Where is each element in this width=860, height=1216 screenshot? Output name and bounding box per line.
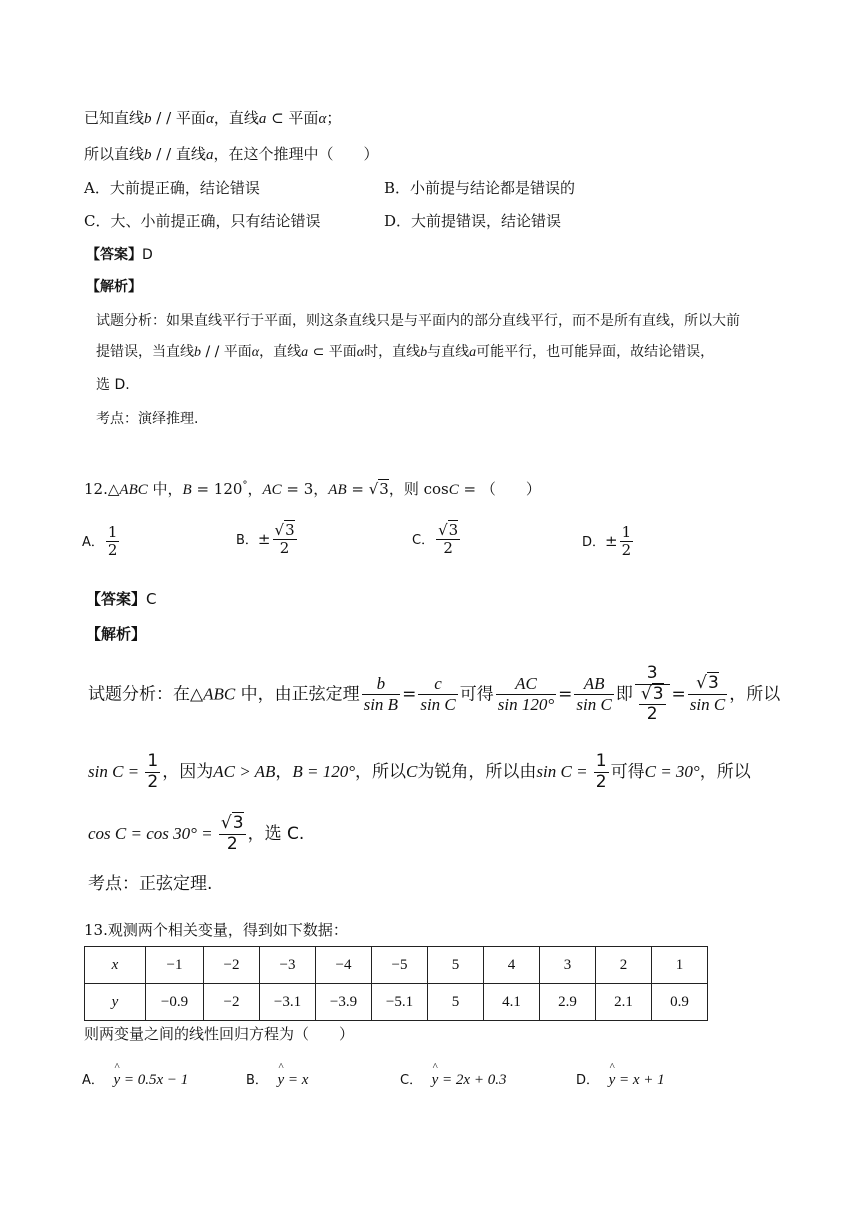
fraction [620,524,634,560]
denominator: 2 [147,771,159,792]
table-cell: −3.1 [260,984,316,1021]
q11-symbol: a [205,147,214,163]
q12-text: 中， [147,480,183,498]
radicand: 3 [448,521,459,539]
table-cell: −1 [146,947,204,984]
option-label: C． [412,532,435,548]
equation: = 0.5x − 1 [120,1072,189,1088]
answer-label: 【答案】 [86,247,142,263]
denominator: sin C [420,694,456,714]
denominator: 2 [226,833,238,854]
equation: = x + 1 [615,1072,665,1088]
numerator: 1 [107,523,118,541]
denominator: 2 [279,539,290,558]
numerator: 3 [635,664,670,685]
sqrt-icon: √ [368,480,379,498]
q12-text: ， [247,480,263,498]
table-cell: y [85,984,146,1021]
q11-analysis-line-1: 试题分析：如果直线平行于平面，则这条直线只是与平面内的部分直线平行，而不是所有直线，所以大前 [96,313,740,329]
numerator [219,814,246,835]
q12-symbol: ABC [119,482,148,498]
sqrt-icon: √ [438,521,448,539]
q11-text: 所以直线 [84,145,145,163]
denominator: sin C [689,694,726,714]
q12-analysis-line-2 [88,752,751,792]
option-label: B． [246,1073,268,1088]
fraction [106,524,120,560]
analysis-math: sin C = [536,762,592,782]
q12-text: = 3， [281,480,329,498]
q11-symbol: a [258,111,267,127]
degree-sign: ° [242,480,248,491]
denominator: 2 [443,539,453,558]
analysis-text: 与直线 [427,344,470,360]
q11-symbol: α [318,111,327,127]
q12-text: = （ ） [458,480,541,498]
radicand: 3 [285,521,295,539]
analysis-symbol: ABC [203,684,236,704]
q11-answer [86,248,153,262]
fraction [496,674,556,714]
equals-sign: = [402,684,417,705]
q11-point: 考点：演绎推理. [96,411,199,427]
table-row-x [85,947,708,984]
q12-symbol: C [448,482,459,498]
analysis-text: 试题分析：在△ [88,684,204,705]
numerator [688,674,727,695]
q12-analysis-line-1 [88,664,780,725]
fraction [273,522,297,558]
q12-option-b [236,522,299,558]
analysis-text: ， [275,762,293,783]
radicand: 3 [652,683,664,704]
numerator [273,522,297,540]
analysis-math: B = 120° [292,762,356,782]
y-hat-symbol: ^ y [113,1073,120,1088]
sqrt-icon: √ [274,521,285,539]
analysis-text: 可能平行，也可能异面，故结论错误， [476,344,715,360]
analysis-text: 即 [615,684,633,705]
q12-option-d [582,524,635,560]
table-cell: x [85,947,146,984]
triangle-icon: △ [107,480,120,498]
numerator [436,522,460,540]
analysis-symbol: b [420,345,428,360]
analysis-math: AC > AB [213,762,276,782]
analysis-text: ，所以 [729,684,781,705]
q11-symbol: α [205,111,214,127]
q12-text: = 120 [191,480,243,498]
analysis-symbol: a [301,345,309,360]
table-cell: 2 [596,947,652,984]
denominator: 2 [595,771,607,792]
analysis-text: 中，由正弦定理 [235,684,360,705]
fraction [362,674,400,714]
analysis-text: ，所以 [355,762,407,783]
q11-premise-line [84,111,341,127]
denominator: 2 [646,704,658,725]
option-label: C． [400,1073,423,1088]
q11-text: / / 平面 [151,109,206,127]
question-number: 12. [84,480,108,498]
q12-analysis-label: 【解析】 [86,625,147,643]
numerator: c [418,674,457,695]
analysis-text: 提错误，当直线 [96,344,194,360]
table-cell: −0.9 [146,984,204,1021]
q12-answer [86,592,157,607]
q11-option-a: A．大前提正确，结论错误 [84,179,260,197]
table-cell: −5 [372,947,428,984]
numerator [639,685,666,706]
table-cell: −5.1 [372,984,428,1021]
option-label: D． [576,1073,600,1088]
q12-symbol: AB [328,482,347,498]
table-cell: −3.9 [316,984,372,1021]
table-cell: 2.9 [540,984,596,1021]
q12-point: 考点：正弦定理. [88,874,213,894]
q12-symbol: AC [262,482,282,498]
table-cell: 4 [484,947,540,984]
denominator: sin 120° [497,694,555,714]
analysis-text: / / 平面 [201,344,252,360]
fraction [574,674,613,714]
numerator: 1 [147,751,159,771]
fraction [219,814,246,854]
q13-stem: 13.观测两个相关变量，得到如下数据： [84,921,348,939]
fraction [436,522,460,558]
q12-symbol: B [182,482,192,498]
q12-text: = [346,480,369,498]
q13-option-b [246,1072,308,1088]
fraction [418,674,457,714]
option-label: A． [82,1073,104,1088]
sqrt-icon: √ [640,683,652,704]
q11-text: ； [326,109,342,127]
q11-conclusion-line [84,147,378,163]
table-cell: 5 [428,984,484,1021]
option-label: B． [236,532,258,548]
q11-symbol: b [144,147,152,163]
q11-option-b: B．小前提与结论都是错误的 [384,179,576,197]
equals-sign: = [558,684,573,705]
option-label: D． [582,534,606,550]
equation: = 2x + 0.3 [438,1072,507,1088]
answer-label: 【答案】 [86,590,147,608]
numerator: 1 [595,751,607,771]
radicand: 3 [232,813,244,833]
q12-text: ，则 cos [388,480,449,498]
y-hat-symbol: ^ y [277,1073,284,1088]
plus-minus-sign: ± [605,531,618,550]
analysis-symbol: a [469,345,477,360]
analysis-math: sin C = [88,762,144,782]
table-cell: −2 [204,947,260,984]
y-hat-symbol: ^ y [609,1073,616,1088]
analysis-symbol: α [356,345,365,360]
q11-text: 已知直线 [84,109,145,127]
table-cell: 1 [652,947,708,984]
analysis-text: 为锐角，所以由 [417,762,537,783]
q13-option-a [82,1072,188,1088]
q11-text: / / 直线 [151,145,206,163]
q11-text: ⊂ 平面 [266,109,319,127]
denominator: 2 [621,541,632,560]
table-cell: 2.1 [596,984,652,1021]
q11-analysis-line-3: 选 D. [96,377,130,393]
numerator: AC [496,674,556,695]
equation: = x [284,1072,309,1088]
table-cell: −3 [260,947,316,984]
analysis-math: C [406,762,418,782]
table-cell: −4 [316,947,372,984]
answer-value: D [142,247,153,263]
fraction [688,674,727,714]
table-cell: 0.9 [652,984,708,1021]
q12-option-c [412,522,462,558]
fraction [635,664,670,725]
q13-option-d [576,1072,665,1088]
analysis-text: ，直线 [259,344,302,360]
q12-stem [84,481,541,498]
analysis-symbol: b [194,345,201,360]
table-row-y [85,984,708,1021]
q13-question: 则两变量之间的线性回归方程为（ ） [84,1025,355,1043]
y-hat-symbol: ^ y [432,1073,439,1088]
q11-option-c: C．大、小前提正确，只有结论错误 [84,212,321,230]
analysis-math: C = 30° [644,762,700,782]
q12-option-a [82,524,121,560]
analysis-text: ，因为 [162,762,214,783]
q11-symbol: b [144,111,152,127]
table-cell: 3 [540,947,596,984]
q11-analysis-label: 【解析】 [86,279,142,295]
numerator: 1 [621,523,632,541]
data-table [84,946,708,1021]
denominator [635,685,670,725]
analysis-text: 可得 [459,684,494,705]
numerator: AB [574,674,613,695]
analysis-symbol: α [251,345,260,360]
q11-analysis-line-2 [96,345,714,360]
q11-text: ，在这个推理中（ ） [213,145,379,163]
answer-value: C [146,590,157,608]
analysis-text: ，选 C. [247,824,305,845]
sqrt-icon: √ [696,673,707,694]
fraction [639,685,666,725]
analysis-text: 时，直线 [364,344,421,360]
q12-analysis-line-3 [88,814,304,854]
option-label: A． [82,534,104,550]
fraction [594,752,609,792]
table-cell: 4.1 [484,984,540,1021]
analysis-math: cos C = cos 30° = [88,824,217,844]
table-cell: −2 [204,984,260,1021]
q11-text: ，直线 [213,109,259,127]
denominator: sin B [363,694,399,714]
sqrt-icon: √ [220,813,232,833]
radicand: 3 [379,480,389,498]
denominator: sin C [576,694,612,714]
plus-minus-sign: ± [257,529,271,548]
analysis-text: ，所以 [699,762,751,783]
q13-option-c [400,1072,506,1088]
numerator: b [362,674,400,695]
q11-option-d: D．大前提错误，结论错误 [384,212,562,230]
table-cell: 5 [428,947,484,984]
denominator: 2 [107,541,118,560]
analysis-text: 可得 [610,762,645,783]
analysis-text: ⊂ 平面 [308,344,357,360]
fraction [145,752,160,792]
radicand: 3 [707,673,719,694]
equals-sign: = [671,684,686,705]
